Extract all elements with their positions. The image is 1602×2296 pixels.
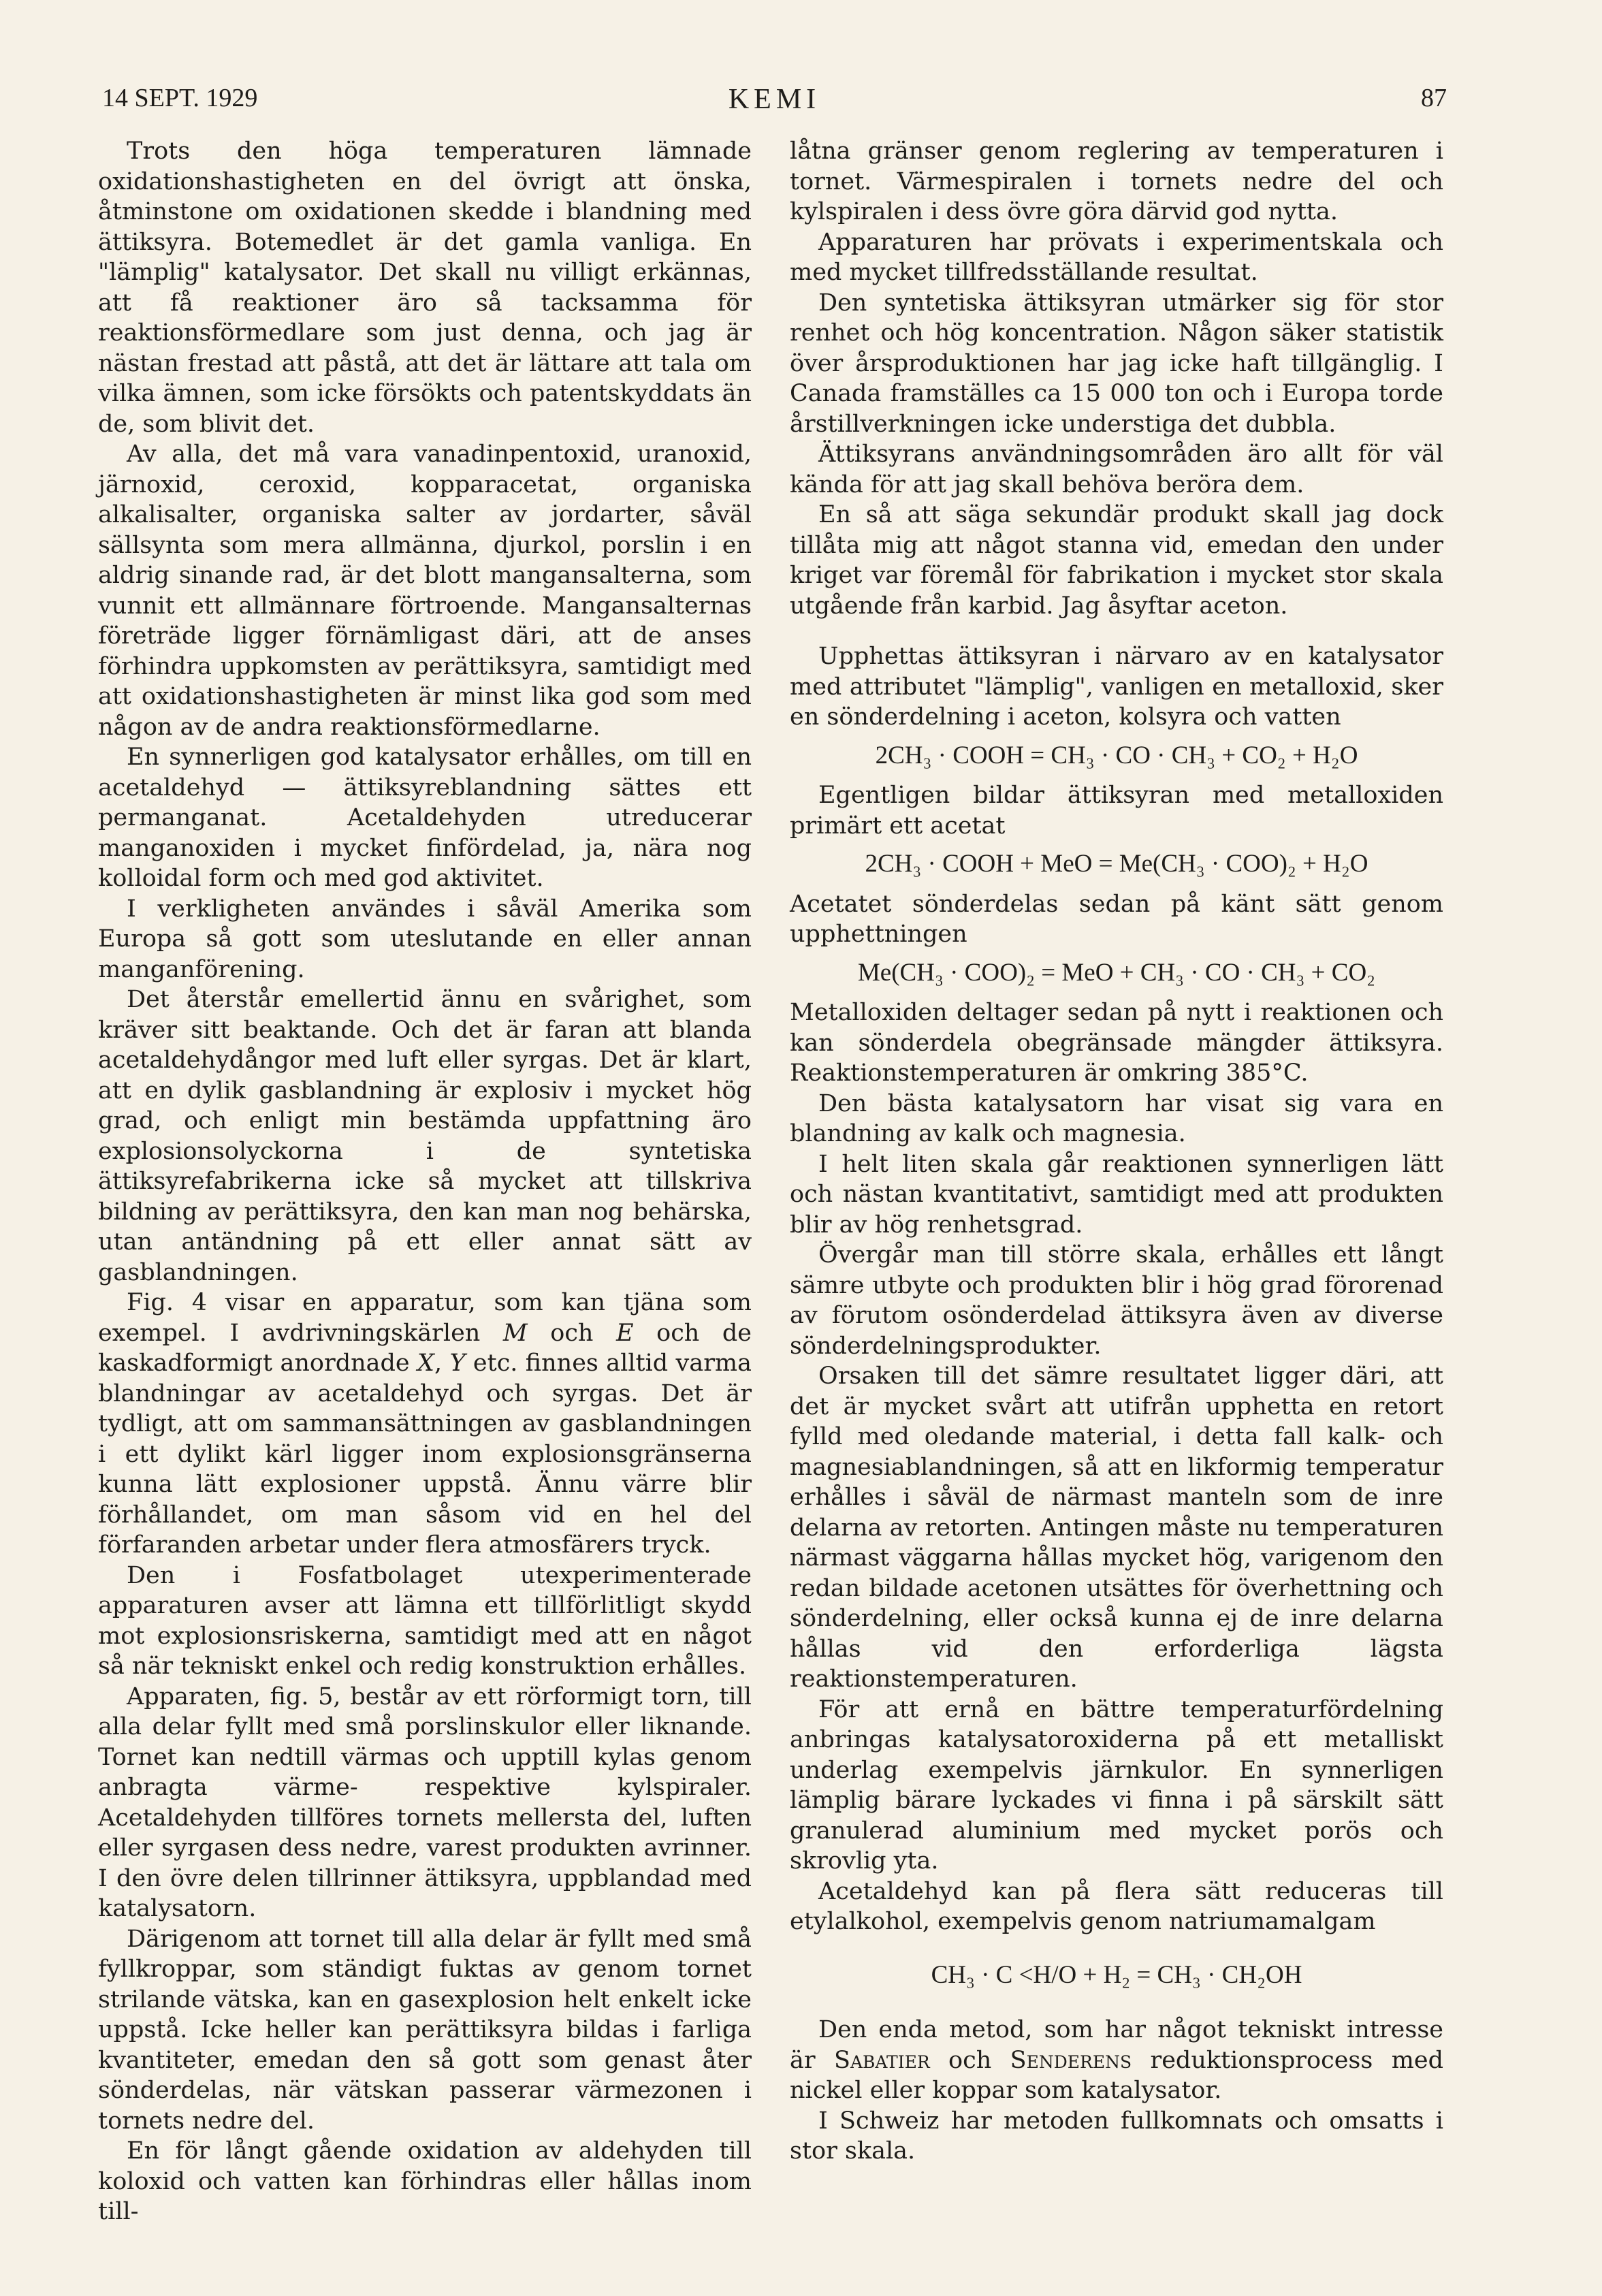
paragraph: Ättiksyrans användningsområden äro allt för väl kända för att jag skall behöva beröra dem.: [790, 441, 1443, 498]
text-run: och: [929, 2046, 1010, 2074]
text-run: och: [527, 1319, 617, 1347]
paragraph: En synnerligen god katalysator erhålles, om till en acetaldehyd — ättiksyreblandning sättes ett permanganat. Acetaldehyden utreducerar manganoxiden i mycket finfördelad, ja, nära nog kolloidal form och med god aktivitet.: [98, 744, 752, 892]
equation: 2CH₃ · COOH + MeO = Me(CH₃ · COO)₂ + H₂O: [865, 850, 1368, 878]
italic-label: E: [616, 1319, 634, 1347]
italic-label: M: [502, 1319, 528, 1347]
paragraph: Acetaldehyd kan på flera sätt reduceras till etylalkohol, exempelvis genom natriumamalgam: [790, 1877, 1443, 1935]
author-name: Senderens: [1010, 2046, 1132, 2074]
left-column: [98, 136, 752, 2227]
paragraph: Orsaken till det sämre resultatet ligger däri, att det är mycket svårt att utifrån upphetta en retort fylld med oledande material, i detta fall kalk- och magnesiablandningen, så att en likformig temperatur erhålles i såväl de närmast manteln som de inre delarna av retorten. Antingen måste nu temperaturen närmast väggarna hållas mycket hög, varigenom den redan bildade acetonen utsättes för överhettning och sönderdelning, eller också kunna ej de inre delarna hållas vid den erforderliga lägsta reaktionstemperaturen.: [790, 1362, 1443, 1693]
text-run: reduktionsprocess med nickel eller koppar som katalysator.: [790, 2046, 1444, 2104]
author-name: Sabatier: [833, 2046, 930, 2074]
right-column: [790, 136, 1443, 2167]
paragraph: I helt liten skala går reaktionen synnerligen lätt och nästan kvantitativt, samtidigt med att produkten blir av hög renhetsgrad.: [790, 1150, 1443, 1239]
page-header: [102, 74, 1447, 121]
paragraph: För att ernå en bättre temperaturfördelning anbringas katalysatoroxiderna på ett metalliskt underlag exempelvis järnkulor. En synnerligen lämplig bärare lyckades vi finna i på särskilt sätt granulerad aluminium med mycket porös och skrovlig yta.: [790, 1695, 1443, 1875]
italic-label: Y: [449, 1350, 466, 1377]
header-date: 14 SEPT. 1929: [102, 84, 258, 112]
paragraph: En för långt gående oxidation av aldehyden till koloxid och vatten kan förhindras eller hållas inom till-: [98, 2137, 752, 2225]
paragraph: Av alla, det må vara vanadinpentoxid, uranoxid, järnoxid, ceroxid, kopparacetat, organiska alkalisalter, organiska salter av jordarter, såväl sällsynta som mera allmänna, djurkol, porslin i en aldrig sinande rad, är det blott mangansalterna, som vunnit ett allmännare förtroende. Mangansalternas företräde ligger förnämligast däri, att de anses förhindra uppkomsten av perättiksyra, samtidigt med att oxidationshastigheten är minst lika god som med någon av de andra reaktionsförmedlarne.: [98, 441, 752, 741]
text-run: ,: [434, 1350, 450, 1377]
equation: Me(CH₃ · COO)₂ = MeO + CH₃ · CO · CH₃ + CO₂: [857, 958, 1376, 987]
paragraph: Apparaten, fig. 5, består av ett rörformigt torn, till alla delar fyllt med små porslinskulor eller liknande. Tornet kan nedtill värmas och upptill kylas genom anbragta värme- respektive kylspiraler. Acetaldehyden tillföres tornets mellersta del, luften eller syrgasen dess nedre, varest produkten avrinner. I den övre delen tillrinner ättiksyra, uppblandad med katalysatorn.: [98, 1683, 752, 1922]
paragraph: Den bästa katalysatorn har visat sig vara en blandning av kalk och magnesia.: [790, 1089, 1443, 1147]
header-title: KEMI: [728, 84, 821, 115]
paragraph: Upphettas ättiksyran i närvaro av en katalysator med attributet "lämplig", vanligen en metalloxid, sker en sönderdelning i aceton, kolsyra och vatten: [790, 643, 1443, 731]
paragraph: I Schweiz har metoden fullkomnats och omsatts i stor skala.: [790, 2107, 1443, 2165]
paragraph: Apparaturen har prövats i experimentskala och med mycket tillfredsställande resultat.: [790, 228, 1443, 286]
paragraph: Metalloxiden deltager sedan på nytt i reaktionen och kan sönderdela obegränsade mängder ättiksyra. Reaktionstemperaturen är omkring 385°C.: [790, 999, 1443, 1087]
paragraph: Den i Fosfatbolaget utexperimenterade apparaturen avser att lämna ett tillförlitligt skydd mot explosionsriskerna, samtidigt med att en något så när tekniskt enkel och redig konstruktion erhålles.: [98, 1561, 752, 1680]
paragraph: [790, 2015, 1443, 2106]
paragraph: [98, 1288, 752, 1561]
header-page-number: 87: [1421, 84, 1447, 112]
text-run: Den enda metod, som har något tekniskt intresse är: [790, 2016, 1443, 2074]
paragraph: Övergår man till större skala, erhålles ett långt sämre utbyte och produkten blir i hög grad förorenad av förutom osönderdelad ättiksyra även av diverse sönderdelningsprodukter.: [790, 1241, 1443, 1360]
italic-label: X: [417, 1350, 434, 1377]
paragraph: Därigenom att tornet till alla delar är fyllt med små fyllkroppar, som ständigt fuktas av genom tornet strilande vätska, kan en gasexplosion helt enkelt icke uppstå. Icke heller kan perättiksyra bildas i farliga kvantiteter, emedan den så gott som genast åter sönderdelas, när vätskan passerar värmezonen i tornets nedre del.: [98, 1925, 752, 2135]
text-run: och de kaskadformigt anordnade: [98, 1319, 752, 1377]
paragraph: Acetatet sönderdelas sedan på känt sätt genom upphettningen: [790, 890, 1443, 948]
paragraph: Egentligen bildar ättiksyran med metalloxiden primärt ett acetat: [790, 782, 1443, 840]
paragraph: Trots den höga temperaturen lämnade oxidationshastigheten en del övrigt att önska, åtminstone om oxidationen skedde i blandning med ättiksyra. Botemedlet är det gamla vanliga. En "lämplig" katalysator. Det skall nu villigt erkännas, att få reaktioner äro så tacksamma för reaktionsförmedlare som just denna, och jag är nästan frestad att påstå, att det är lättare att tala om vilka ämnen, som icke försökts och patentskyddats än de, som blivit det.: [98, 138, 752, 438]
paragraph: Den syntetiska ättiksyran utmärker sig för stor renhet och hög koncentration. Någon säker statistik över årsproduktionen har jag icke haft tillgänglig. I Canada framställes ca 15 000 ton och i Europa torde årstillverkningen icke understiga det dubbla.: [790, 289, 1443, 438]
equation: CH₃ · C <H/O + H₂ = CH₃ · CH₂OH: [931, 1960, 1302, 1989]
paragraph: Det återstår emellertid ännu en svårighet, som kräver sitt beaktande. Och det är faran att blanda acetaldehydångor med luft eller syrgas. Det är klart, att en dylik gasblandning är explosiv i mycket hög grad, och enligt min bestämda uppfattning äro explosionsolyckorna i de syntetiska ättiksyrefabrikerna icke så mycket att tillskriva bildning av perättiksyra, den kan man nog behärska, utan antändning på ett eller annat sätt av gasblandningen.: [98, 986, 752, 1286]
paragraph: En så att säga sekundär produkt skall jag dock tillåta mig att något stanna vid, emedan den under kriget var föremål för fabrikation i mycket stor skala utgående från karbid. Jag åsyftar aceton.: [790, 501, 1443, 620]
equation: 2CH₃ · COOH = CH₃ · CO · CH₃ + CO₂ + H₂O: [875, 741, 1358, 769]
text-run: etc. finnes alltid varma blandningar av acetaldehyd och syrgas. Det är tydligt, att om sammansättningen av gasblandningen i ett dylikt kärl ligger inom explosionsgränserna kunna lätt explosioner uppstå. Ännu värre blir förhållandet, om man såsom vid en hel del förfaranden arbetar under flera atmosfärers tryck.: [98, 1350, 752, 1559]
paragraph: I verkligheten användes i såväl Amerika som Europa så gott som uteslutande en eller annan manganförening.: [98, 895, 752, 983]
text-run: Fig. 4 visar en apparatur, som kan tjäna som exempel. I avdrivningskärlen: [98, 1289, 752, 1347]
paragraph: låtna gränser genom reglering av temperaturen i tornet. Värmespiralen i tornets nedre del och kylspiralen i dess övre göra därvid god nytta.: [790, 138, 1443, 225]
